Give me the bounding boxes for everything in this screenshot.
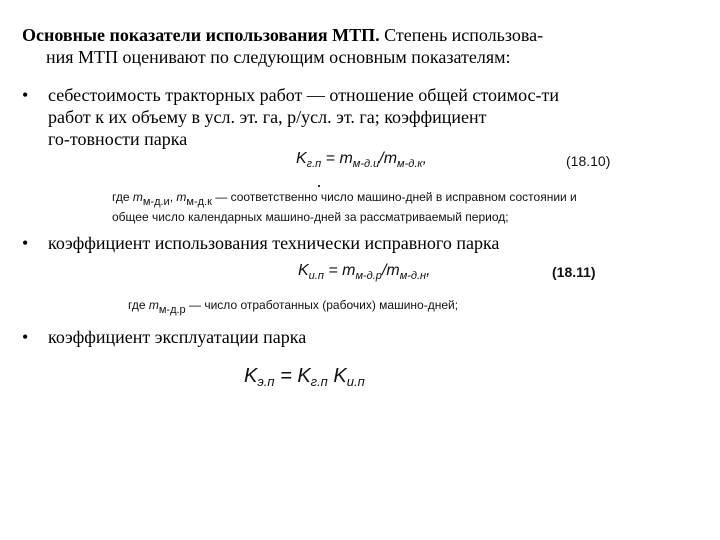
bullet-item-exploitation (22, 326, 702, 348)
note-readiness (112, 190, 652, 225)
bullet-line: го-товности парка (48, 129, 188, 149)
intro-line-2: ния МТП оценивают по следующим основным показателям: (46, 47, 511, 67)
note-readiness-line-1: где mм-д.и, mм-д.к — соответственно число машино-дней в исправном состоянии и (112, 190, 577, 208)
intro-line-1-rest: Степень использова- (379, 25, 544, 45)
bullet-marker: • (22, 233, 29, 253)
scan-speck (318, 185, 320, 187)
formula-utilization: $K_{и.п} = m_{м-д.р}/m_{м-д.н}$, (298, 262, 431, 282)
formula-readiness: $K_{г.п} = m_{м-д.и}/m_{м-д.к}$, (296, 150, 428, 170)
bullet-item-utilization (22, 232, 702, 254)
bullet-item-cost (22, 84, 702, 150)
bullet-marker: • (22, 327, 29, 347)
formula-exploitation: $K_{э.п} = K_{г.п}$ $K_{и.п}$ (244, 365, 365, 389)
equation-number-18-11: (18.11) (552, 264, 596, 280)
intro-bold-title: Основные показатели использования МТП. (22, 25, 380, 45)
equation-number-18-10: (18.10) (566, 153, 611, 169)
bullet-line: коэффициент эксплуатации парка (48, 327, 307, 347)
note-readiness-line-2: общее число календарных машино-дней за рассматриваемый период; (112, 210, 509, 224)
bullet-line: работ к их объему в усл. эт. га, р/усл. эт. га; коэффициент (48, 107, 487, 127)
bullet-line: коэффициент использования технически исправного парка (48, 233, 500, 253)
note-utilization: где mм-д.р — число отработанных (рабочих) машино-дней; (128, 298, 459, 316)
intro-line-1 (22, 24, 702, 46)
intro-paragraph (22, 24, 702, 68)
bullet-marker: • (22, 85, 29, 105)
bullet-line: себестоимость тракторных работ — отношение общей стоимос-ти (48, 85, 560, 105)
